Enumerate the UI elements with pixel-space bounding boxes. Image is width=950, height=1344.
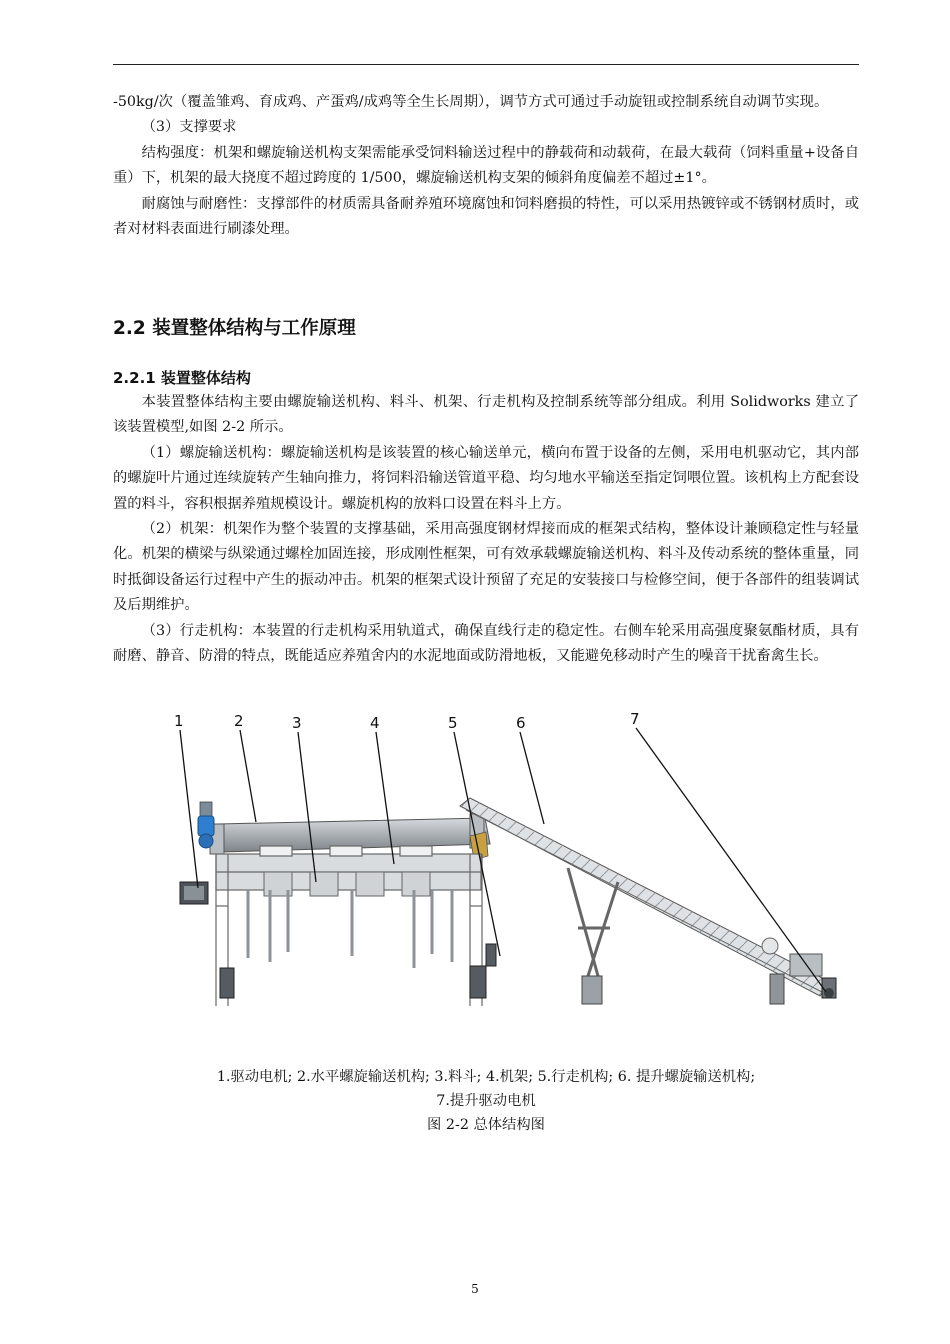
lifting-support <box>568 868 618 1004</box>
callout-7: 7 <box>630 710 640 728</box>
paragraph-travel-mechanism: （3）行走机构：本装置的行走机构采用轨道式，确保直线行走的稳定性。右侧车轮采用高强度聚氨酯材质，具有耐磨、静音、防滑的特点，既能适应养殖舍内的水泥地面或防滑地板，又能避免移动时产生的噪音干扰畜禽生长。 <box>113 622 859 665</box>
travel-mechanism <box>220 944 496 998</box>
callout-1: 1 <box>174 712 184 730</box>
paragraph-frame: （2）机架：机架作为整个装置的支撑基础，采用高强度钢材焊接而成的框架式结构，整体设计兼顾稳定性与轻量化。机架的横梁与纵梁通过螺栓加固连接，形成刚性框架，可有效承载螺旋输送机构、料斗及传动系统的整体重量，同时抵御设备运行过程中产生的振动冲击。机架的框架式设计预留了充足的安装接口与检修空间，便于各部件的组装调试及后期维护。 <box>113 521 859 614</box>
subsection-heading: 2.2.1 装置整体结构 <box>113 369 251 387</box>
paragraph-screw-conveyor: （1）螺旋输送机构：螺旋输送机构是该装置的核心输送单元，横向布置于设备的左侧，采用电机驱动它，其内部的螺旋叶片通过连续旋转产生轴向推力，将饲料沿输送管道平稳、均匀地水平输送至指定饲喂位置。该机构上方配套设置的料斗，容积根据养殖规模设计。螺旋机构的放料口设置在料斗上方。 <box>113 444 859 512</box>
lifting-drive-motor <box>822 978 836 998</box>
callout-5: 5 <box>448 714 458 732</box>
section-overall-structure <box>113 390 859 669</box>
drive-motor-top <box>198 802 214 848</box>
callout-4: 4 <box>370 714 380 732</box>
structure-drawing <box>170 706 860 1058</box>
callout-3: 3 <box>292 714 302 732</box>
lifting-screw-conveyor <box>460 798 830 1004</box>
figure-legend-line-2: 7.提升驱动电机 <box>436 1093 536 1109</box>
section-heading: 2.2 装置整体结构与工作原理 <box>113 318 356 339</box>
paragraph-continuation: -50kg/次（覆盖雏鸡、育成鸡、产蛋鸡/成鸡等全生长周期），调节方式可通过手动旋钮或控制系统自动调节实现。 <box>113 94 829 110</box>
paragraph-intro: 本装置整体结构主要由螺旋输送机构、料斗、机架、行走机构及控制系统等部分组成。利用 Solidworks 建立了该装置模型,如图 2-2 所示。 <box>113 394 859 436</box>
drive-motor <box>180 882 208 904</box>
callout-6: 6 <box>516 714 526 732</box>
page-number: 5 <box>471 1282 479 1296</box>
figure-legend-line-1: 1.驱动电机; 2.水平螺旋输送机构; 3.料斗; 4.机架; 5.行走机构; 6. 提升螺旋输送机构; <box>216 1069 756 1085</box>
callout-labels <box>174 710 640 732</box>
paragraph-corrosion-resistance: 耐腐蚀与耐磨性：支撑部件的材质需具备耐养殖环境腐蚀和饲料磨损的特性，可以采用热镀锌或不锈钢材质时，或者对材料表面进行刷漆处理。 <box>113 195 859 238</box>
frame <box>216 846 482 1006</box>
header-rule <box>113 64 859 65</box>
paragraph-support-heading: （3）支撑要求 <box>141 119 237 136</box>
section-support-requirements <box>113 90 859 242</box>
paragraph-structural-strength: 结构强度：机架和螺旋输送机构支架需能承受饲料输送过程中的静载荷和动载荷，在最大载荷（饲料重量+设备自重）下，机架的最大挠度不超过跨度的 1/500，螺旋输送机构支架的倾斜角度偏差不超过±1°。 <box>113 144 859 187</box>
figure-caption: 图 2-2 总体结构图 <box>427 1117 545 1133</box>
feed-drop-pipes <box>248 890 452 968</box>
structure-figure <box>170 706 860 1058</box>
callout-2: 2 <box>234 712 244 730</box>
